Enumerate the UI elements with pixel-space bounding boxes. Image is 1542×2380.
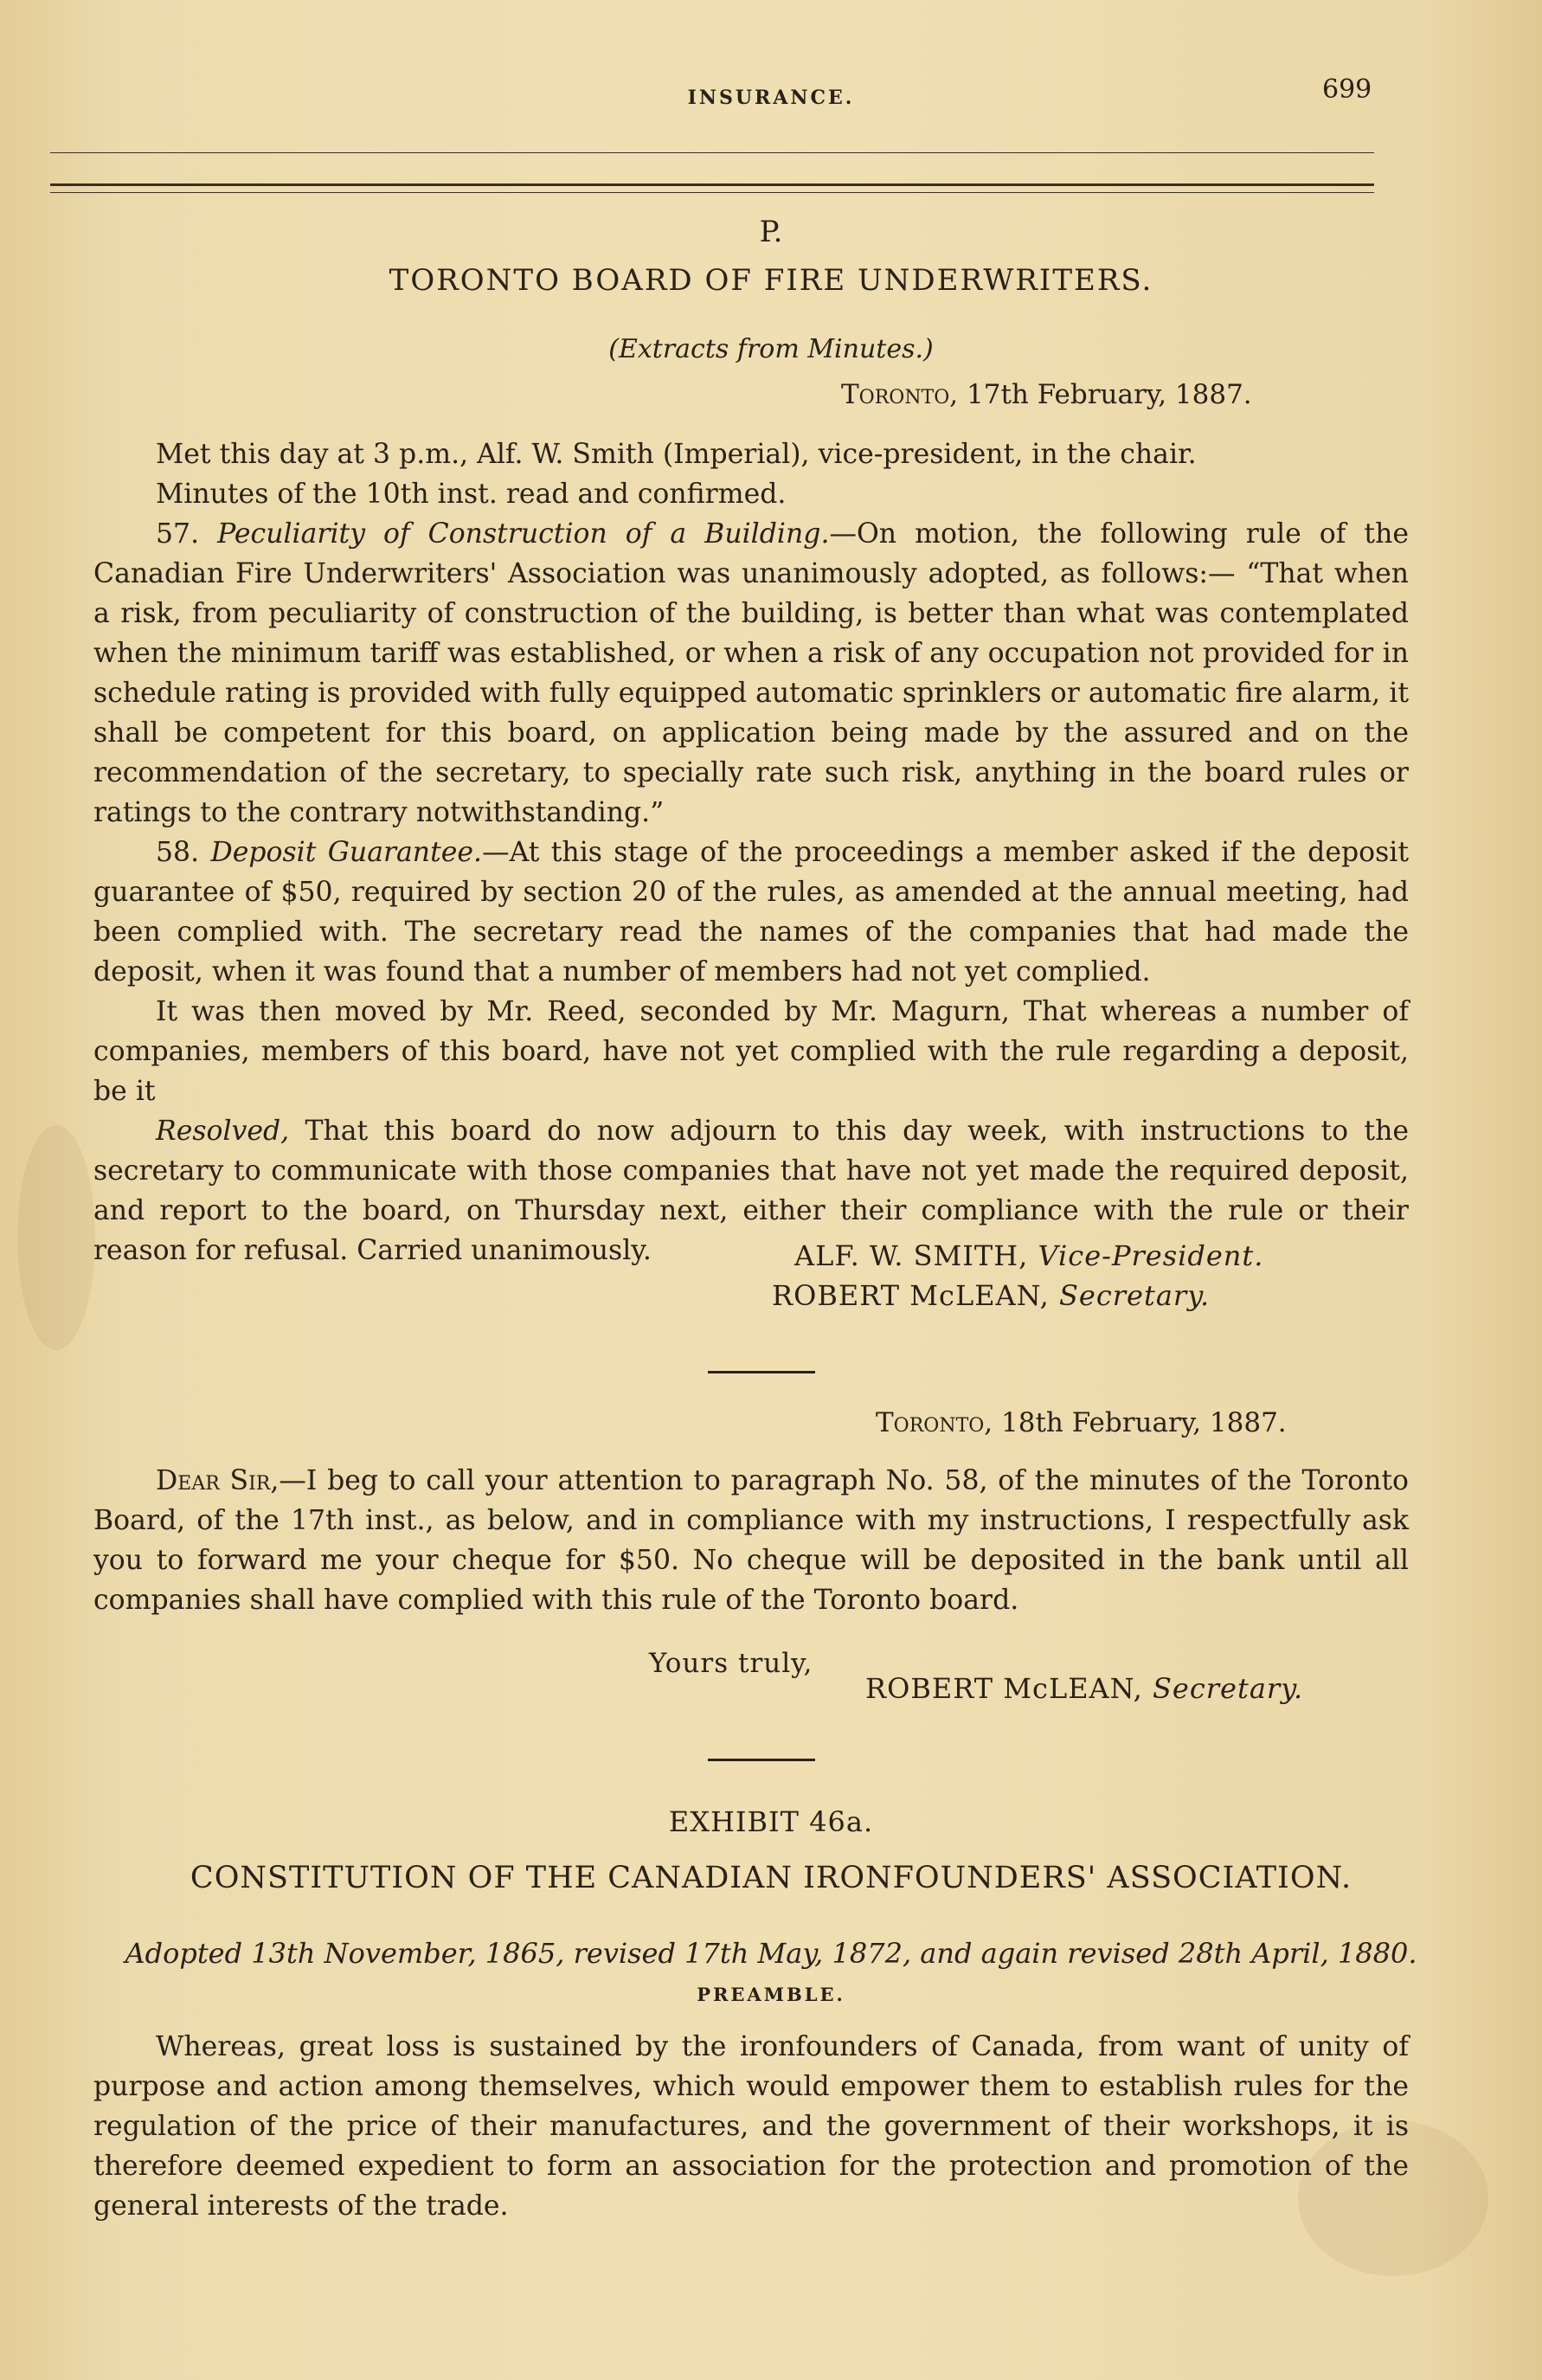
minutes-body [93,434,1409,1270]
signature-secretary [772,1279,1210,1312]
letter-paragraph [93,1461,1409,1620]
item-58-number: 58. [156,837,200,868]
item-58-text: —At this stage of the proceedings a member asked if the deposit guarantee of $50, required by section 20 of the rules, as amended at the annual meeting, had been complied with. The secretary read the names of the companies that had made the deposit, when it was found that a number of members had not yet complied. [93,837,1410,987]
letter-signature [865,1672,1303,1705]
preamble-body [93,2027,1409,2226]
dateline-date: 17th February, 1887. [967,379,1252,410]
minutes-dateline [841,379,1252,410]
section-title: TORONTO BOARD OF FIRE UNDERWRITERS. [389,263,1153,298]
preamble-text: Whereas, great loss is sustained by the ironfounders of Canada, from want of unity of purpose and action among themselves, which would empower them to establish rules for the regulation of the price of their manufactures, and the government of their workshops, it is therefore deemed expedient to form an association for the protection and promotion of the general interests of the trade. [93,2031,1409,2222]
letter-dateline [876,1407,1287,1438]
item-57-title: Peculiarity of Construction of a Building. [217,518,830,550]
letter-body [93,1461,1409,1620]
preamble-heading: PREAMBLE. [697,1984,845,2005]
minutes-opening: Met this day at 3 p.m., Alf. W. Smith (Imperial), vice-president, in the chair. [156,439,1197,470]
resolved-text: That this board do now adjourn to this day week, with instructions to the secretary to communicate with those companies that have not yet made the required deposit, and report to the board, on Thursday next, either their compliance with the rule or their reason for refusal. Carried unanimously. [93,1116,1409,1266]
section-subtitle: (Extracts from Minutes.) [608,334,934,364]
signature-name: ROBERT McLEAN, [772,1279,1050,1312]
minutes-confirmed: Minutes of the 10th inst. read and confirmed. [156,479,787,510]
dateline-city: Toronto, [841,379,959,410]
minutes-item-58 [93,833,1409,992]
header-rule-bottom [50,192,1374,193]
exhibit-title: CONSTITUTION OF THE CANADIAN IRONFOUNDERS' ASSOCIATION. [190,1861,1352,1895]
section-divider [708,1371,815,1373]
page-number: 699 [1322,74,1372,105]
item-57-number: 57. [156,518,200,550]
signature-title: Vice-President. [1038,1239,1264,1272]
dateline-date: 18th February, 1887. [1001,1407,1287,1438]
running-head: INSURANCE. [687,87,855,109]
signature-name: ALF. W. SMITH, [794,1239,1029,1272]
letter-salutation: Dear Sir, [156,1465,279,1496]
signature-title: Secretary. [1058,1279,1211,1312]
item-58-title: Deposit Guarantee. [210,837,483,868]
dateline-city: Toronto, [876,1407,993,1438]
paper-stain [17,1125,95,1350]
item-57-text: —On motion, the following rule of the Canadian Fire Underwriters' Association was unanimously adopted, as follows:— “That when a risk, from peculiarity of construction of the building, is better than what was contemplated when the minimum tariff was established, or when a risk of any occupation not provided for in schedule rating is provided with fully equipped automatic sprinklers or automatic fire alarm, it shall be competent for this board, on application being made by the assured and on the recommendation of the secretary, to specially rate such risk, anything in the board rules or ratings to the contrary notwithstanding.” [93,518,1410,828]
section-divider [708,1759,815,1761]
section-letter: P. [759,215,783,249]
minutes-item-57 [93,514,1409,833]
signature-title: Secretary. [1152,1672,1304,1705]
letter-text: —I beg to call your attention to paragraph No. 58, of the minutes of the Toronto Board, of the 17th inst., as below, and in compliance with my instructions, I respectfully ask you to forward me your cheque for $50. No cheque will be deposited in the bank until all companies shall have complied with this rule of the Toronto board. [93,1465,1409,1616]
letter-closing: Yours truly, [649,1648,813,1679]
minutes-motion: It was then moved by Mr. Reed, seconded by Mr. Magurn, That whereas a number of companies, members of this board, have not yet complied with the rule regarding a deposit, be it [93,996,1409,1107]
header-rule [50,183,1374,186]
signature-vice-president [794,1239,1263,1272]
signature-name: ROBERT McLEAN, [865,1672,1143,1705]
header-rule-top [50,152,1374,153]
exhibit-adopted-line: Adopted 13th November, 1865, revised 17th May, 1872, and again revised 28th April, 1880. [125,1937,1417,1970]
exhibit-label: EXHIBIT 46a. [668,1805,874,1838]
resolved-word: Resolved, [156,1116,290,1147]
